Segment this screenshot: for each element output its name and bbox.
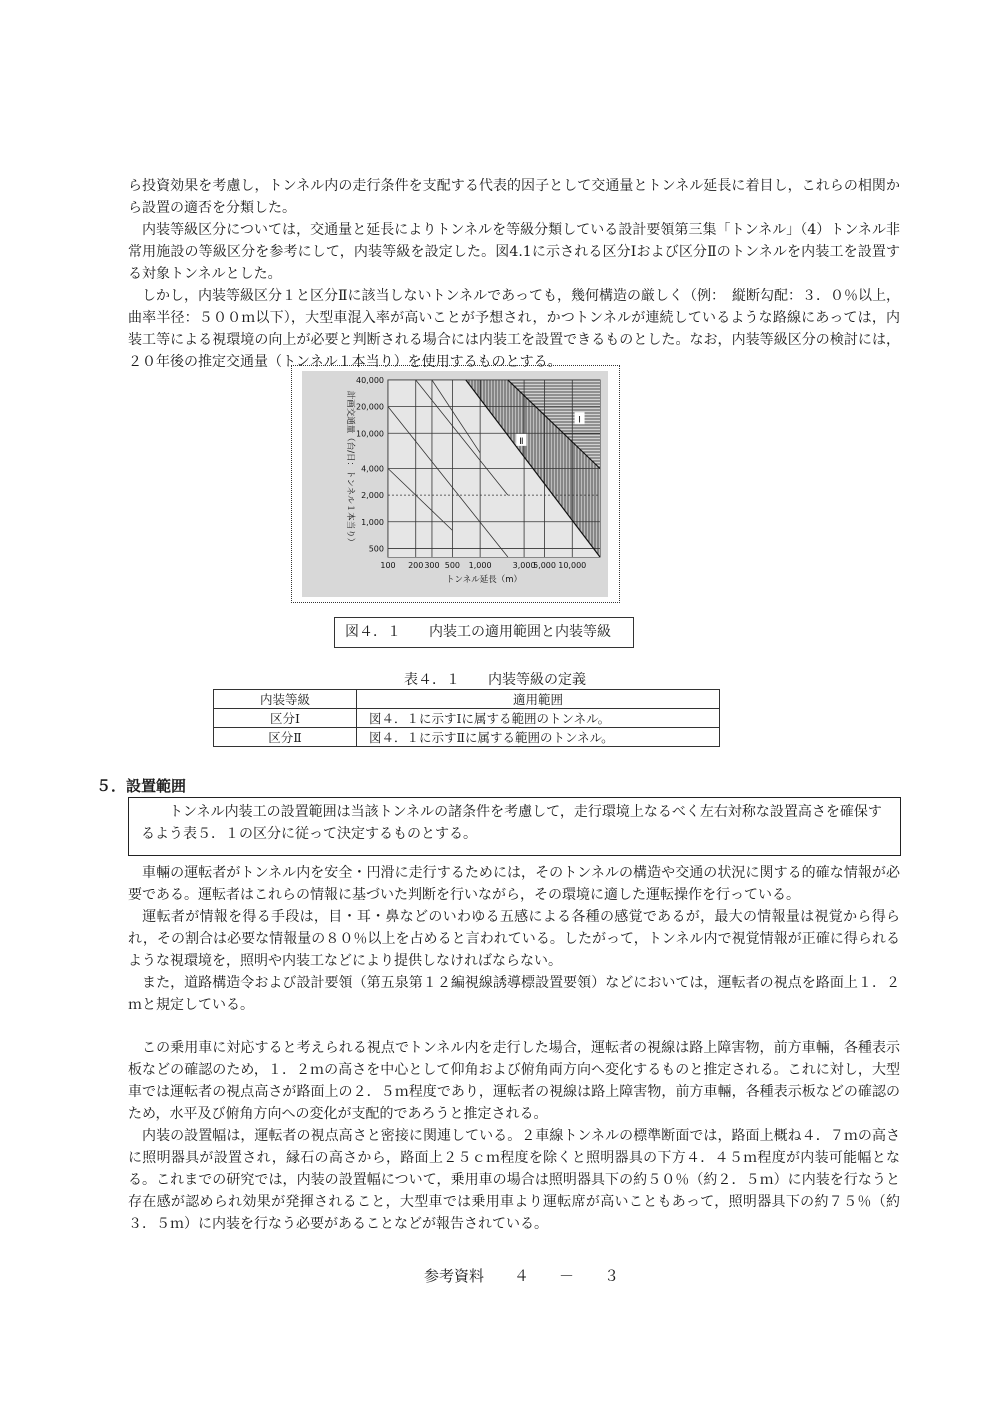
- x-tick-label: 10,000: [558, 561, 587, 570]
- body-paragraph-2: 運転者が情報を得る手段は，目・耳・鼻などのいわゆる五感による各種の感覚であるが，最大の情報量は視覚から得られ，その割合は必要な情報量の８０％以上を占めると言われている。したがって，トンネル内で視覚情報が正確に得られるような視環境を，照明や内装工などにより提供しなければならない。: [128, 909, 900, 969]
- intro-paragraph-2: 内装等級区分については，交通量と延長によりトンネルを等級分類している設計要領第三集「トンネル」（4）トンネル非常用施設の等級区分を参考にして，内装等級を設定した。図4.1に示される区分Ⅰおよび区分Ⅱのトンネルを内装工を設置する対象トンネルとした。: [128, 222, 900, 282]
- y-tick-label: 500: [368, 544, 384, 554]
- y-tick-label: 2,000: [361, 491, 384, 501]
- table-header-cell: 内装等級: [214, 690, 357, 709]
- x-tick-label: 3,000: [512, 561, 536, 570]
- section-heading: ５．設置範囲: [96, 777, 187, 795]
- requirement-box-text: トンネル内装工の設置範囲は当該トンネルの諸条件を考慮して，走行環境上なるべく左右対称な設置高さを確保するよう表５．１の区分に従って決定するものとする。: [141, 804, 882, 842]
- body-paragraph-3: また，道路構造令および設計要領（第五泉第１２編視線誘導標設置要領）などにおいては，運転者の視点を路面上１．２ｍと規定している。: [128, 975, 900, 1013]
- definition-table: [213, 689, 720, 747]
- y-tick-label: 10,000: [356, 429, 384, 439]
- table-row: [214, 728, 720, 747]
- table-header-row: [214, 690, 720, 709]
- table-caption: 表４．１ 内装等級の定義: [404, 672, 586, 688]
- intro-paragraph-3: しかし，内装等級区分１と区分Ⅱに該当しないトンネルであっても，幾何構造の厳しく（例： 縦断勾配：３．０％以上，曲率半径：５００ｍ以下），大型車混入率が高いことが予想され，かつトンネルが連続しているような路線にあっては，内装工等による視環境の向上が必要と判断される場合には内装工を設置できるものとした。なお，内装等級区分の検討には，２０年後の推定交通量（トンネル１本当り）を使用するものとする。: [128, 288, 900, 370]
- y-tick-label: 4,000: [361, 464, 384, 474]
- x-tick-label: 200: [408, 561, 424, 570]
- intro-paragraph-1: ら投資効果を考慮し，トンネル内の走行条件を支配する代表的因子として交通量とトンネル延長に着目し，これらの相関から設置の適否を分類した。: [128, 178, 900, 216]
- table-row: [214, 709, 720, 728]
- body-paragraph-5: 内装の設置幅は，運転者の視点高さと密接に関連している。２車線トンネルの標準断面では，路面上概ね４．７ｍの高さに照明器具が設置され，縁石の高さから，路面上２５ｃｍ程度を除くと照明器具の下方４．４５ｍ程度が内装可能幅となる。これまでの研究では，内装の設置幅について，乗用車の場合は照明器具下の約５０％（約２．５ｍ）に内装を行なうと存在感が認められ効果が発揮されること，大型車では乗用車より運転席が高いこともあって，照明器具下の約７５％（約３．５ｍ）に内装を行なう必要があることなどが報告されている。: [128, 1128, 900, 1232]
- table-cell: 区分Ⅱ: [214, 728, 357, 747]
- body-paragraph-1: 車輛の運転者がトンネル内を安全・円滑に走行するためには，そのトンネルの構造や交通の状況に関する的確な情報が必要である。運転者はこれらの情報に基づいた判断を行いながら，その環境に適した運転操作を行っている。: [128, 865, 900, 903]
- y-tick-label: 1,000: [361, 517, 384, 527]
- x-tick-label: 500: [444, 561, 461, 570]
- page-footer: 参考資料 ４ － ３: [424, 1267, 620, 1285]
- body-paragraph-4: この乗用車に対応すると考えられる視点でトンネル内を走行した場合，運転者の視線は路上障害物，前方車輛，各種表示板などの確認のため，１．２ｍの高さを中心として仰角および俯角両方向へ変化するものと推定される。これに対し，大型車では運転者の視点高さが路面上の２．５ｍ程度であり，運転者の視線は路上障害物，前方車輛，各種表示板などの確認のため，水平及び俯角方向への変化が支配的であろうと推定される。: [128, 1040, 900, 1122]
- x-tick-label: 300: [424, 561, 440, 570]
- y-axis-label: 計画交通量（台/日：トンネル１本当り）: [345, 390, 355, 547]
- table-header-cell: 適用範囲: [357, 690, 720, 709]
- table-cell: 図４．１に示すⅠに属する範囲のトンネル。: [357, 709, 720, 728]
- x-tick-label: 1,000: [468, 561, 492, 570]
- x-axis-label: トンネル延長（m）: [445, 575, 523, 585]
- region-label: Ⅱ: [519, 436, 524, 447]
- region-label: Ⅰ: [578, 415, 581, 426]
- y-tick-label: 20,000: [356, 402, 384, 412]
- figure-caption: 図４．１ 内装工の適用範囲と内装等級: [334, 617, 634, 648]
- y-tick-label: 40,000: [356, 376, 384, 385]
- x-tick-label: 5,000: [533, 561, 556, 570]
- chart: [302, 371, 608, 597]
- x-tick-label: 100: [380, 561, 396, 570]
- table-cell: 区分Ⅰ: [214, 709, 357, 728]
- table-cell: 図４．１に示すⅡに属する範囲のトンネル。: [357, 728, 720, 747]
